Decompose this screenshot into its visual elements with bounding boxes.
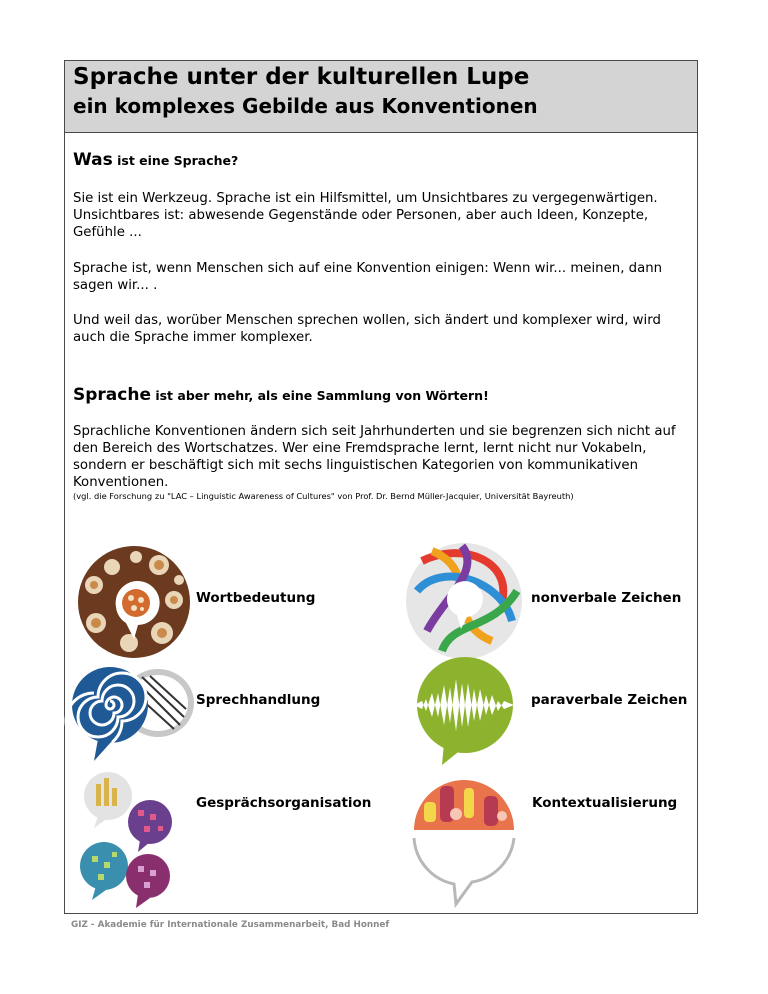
heading-text: ist aber mehr, als eine Sammlung von Wörtern! [150,388,489,403]
heading-keyword: Was [73,150,113,170]
heading-keyword: Sprache [73,385,151,405]
category-label: paraverbale Zeichen [531,692,688,708]
heading-text: ist eine Sprache? [112,153,239,168]
spiral-speech-bubble-icon [70,665,194,765]
category-label: Sprechhandlung [196,692,321,708]
section-heading-sprache [73,385,489,405]
paragraph: Sprachliche Konventionen ändern sich seit Jahrhunderten und sie begrenzen sich nicht auf den Bereich des Wortschatzes. Wer eine Fremdsprache lernt, lernt nicht nur Vokabeln, sondern er beschäftigt sich mit sechs linguistischen Kategorien von kommunikativen Konventionen. [73,424,676,490]
title-box [65,61,697,133]
soundwave-speech-bubble-icon [410,655,520,767]
category-label: Wortbedeutung [196,590,316,606]
paragraph: Sie ist ein Werkzeug. Sprache ist ein Hilfsmittel, um Unsichtbares zu vergegenwärtigen. Unsichtbares ist: abwesende Gegenstände oder Personen, aber auch Ideen, Konzepte, Gefühle ... [73,191,658,240]
category-label: Kontextualisierung [532,795,678,811]
page-title: Sprache unter der kulturellen Lupe [73,64,530,90]
category-label: nonverbale Zeichen [531,590,682,606]
paragraph: Sprache ist, wenn Menschen sich auf eine Konvention einigen: Wenn wir... meinen, dann sagen wir... . [73,261,663,293]
paragraph: Und weil das, worüber Menschen sprechen wollen, sich ändert und komplexer wird, wird auch die Sprache immer komplexer. [73,313,661,345]
footer-text: GIZ - Akademie für Internationale Zusammenarbeit, Bad Honnef [71,920,390,930]
category-label: Gesprächsorganisation [196,795,372,811]
mosaic-speech-bubble-icon [74,545,194,660]
section-heading-was [73,150,238,170]
ribbon-speech-bubble-icon [402,541,526,661]
chat-bubbles-icon [80,770,180,910]
context-speech-bubble-icon [410,772,520,907]
citation: (vgl. die Forschung zu "LAC – Linguistic Awareness of Cultures" von Prof. Dr. Bernd Müller-Jacquier, Universität Bayreuth) [73,491,574,501]
page-subtitle: ein komplexes Gebilde aus Konventionen [73,94,538,118]
